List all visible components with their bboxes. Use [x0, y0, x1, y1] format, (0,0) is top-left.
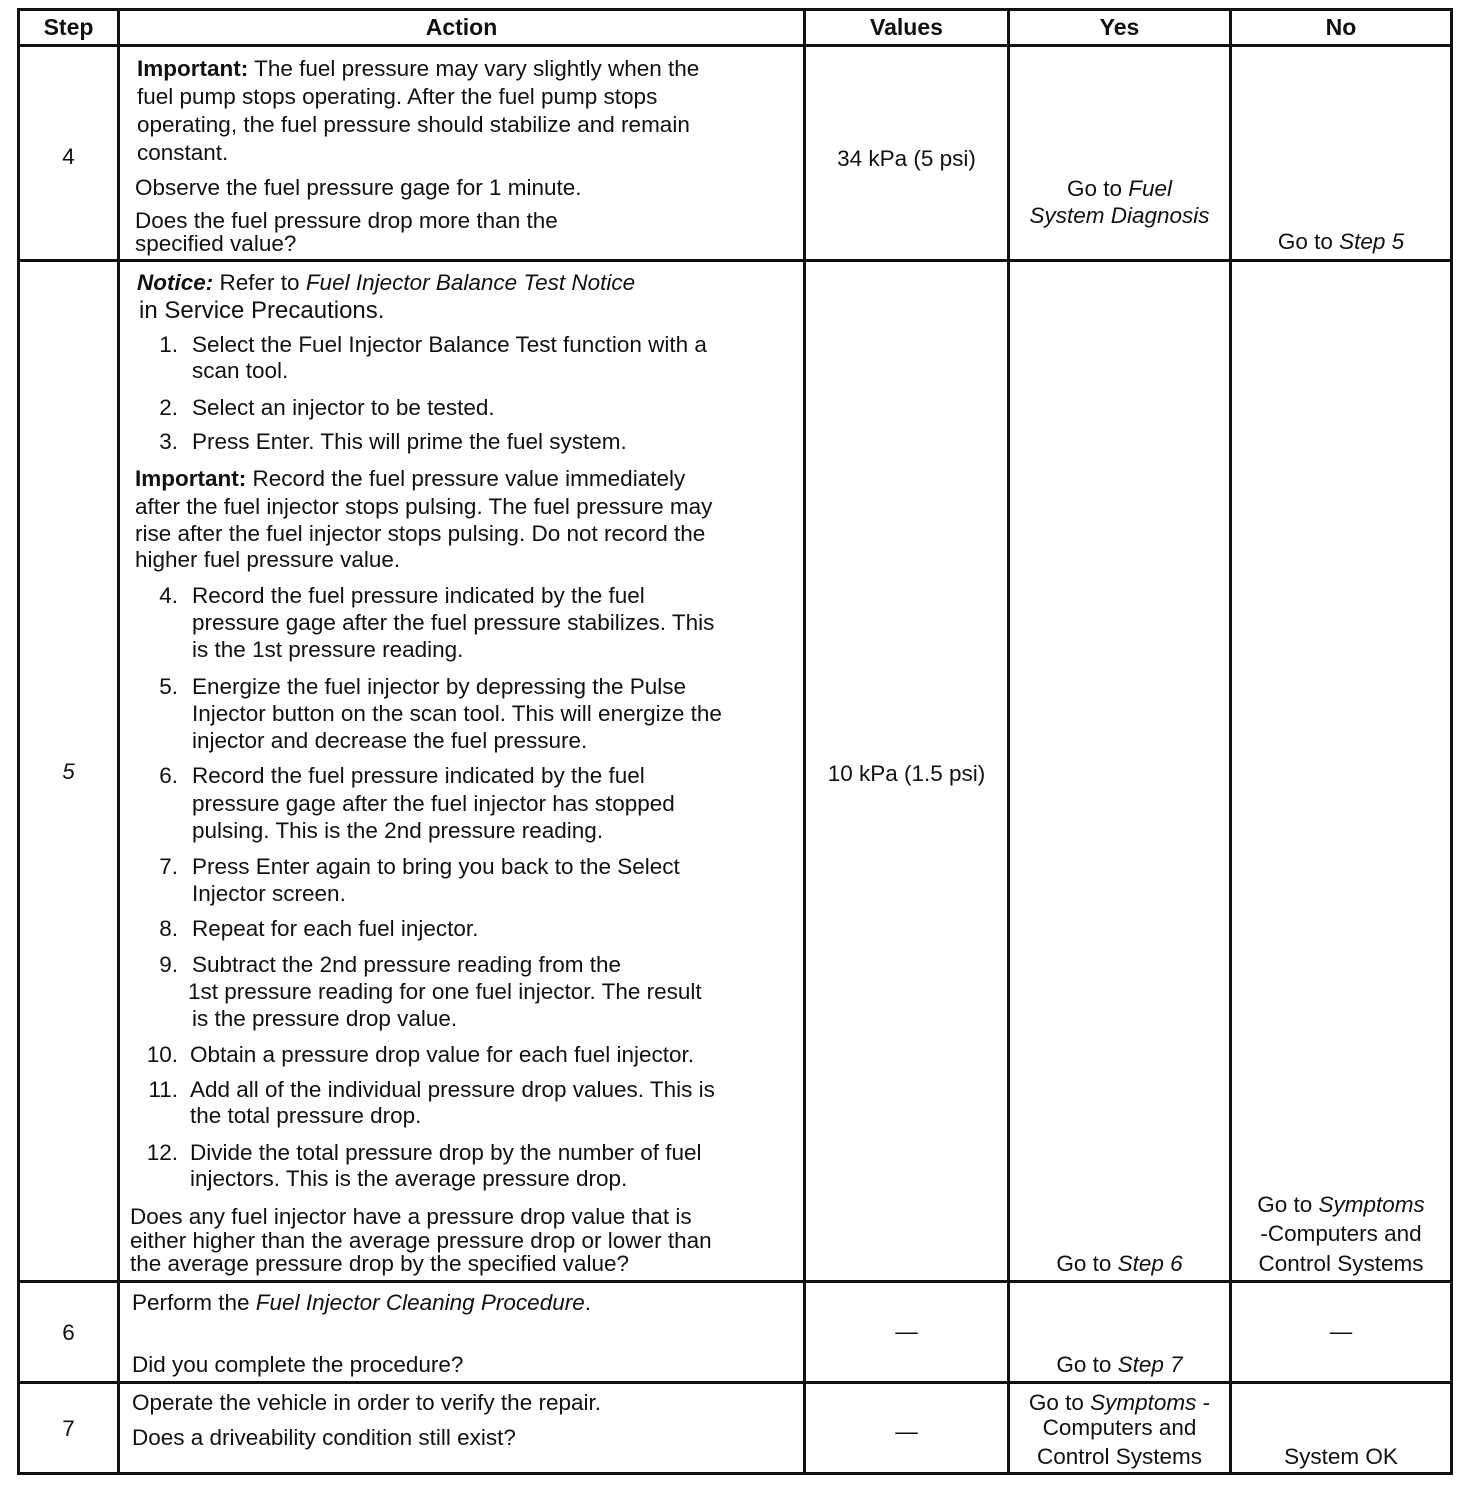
action-question-line: Does any fuel injector have a pressure drop value that is — [130, 1204, 692, 1229]
symptoms-link[interactable]: Symptoms — [1090, 1390, 1197, 1415]
yes-cell: Go to Step 6 — [1056, 1251, 1183, 1276]
action-text-line: rise after the fuel injector stops pulsing. Do not record the — [135, 521, 706, 546]
list-item-text: is the pressure drop value. — [192, 1006, 458, 1031]
rule-row5-bottom — [17, 1280, 1453, 1283]
list-item-text: Repeat for each fuel injector. — [192, 916, 479, 941]
step-number: 6 — [62, 1320, 75, 1345]
header-no: No — [1325, 14, 1357, 40]
no-cell-line: Go to Symptoms — [1257, 1192, 1425, 1217]
rule-bottom — [17, 1472, 1453, 1475]
list-number: 2. — [159, 395, 178, 420]
action-important-line: Important: Record the fuel pressure value immediately — [135, 466, 686, 491]
rule-header-bottom — [17, 44, 1453, 47]
yes-cell-line: Go to Fuel — [1066, 176, 1173, 201]
rule-step-action — [117, 8, 120, 1475]
action-question-line: Did you complete the procedure? — [132, 1352, 464, 1377]
no-cell: — — [1329, 1319, 1353, 1344]
action-text-line: operating, the fuel pressure should stabilize and remain — [137, 112, 690, 137]
notice-line: Notice: Refer to Fuel Injector Balance Test Notice — [137, 270, 636, 295]
no-cell: Go to Step 5 — [1277, 229, 1405, 254]
action-question-line: specified value? — [135, 231, 297, 256]
step-7-link[interactable]: Step 7 — [1117, 1352, 1183, 1377]
list-item-text: Record the fuel pressure indicated by the fuel — [192, 583, 645, 608]
list-number: 8. — [159, 916, 178, 941]
rule-row6-bottom — [17, 1381, 1453, 1384]
list-item-text: the total pressure drop. — [190, 1103, 422, 1128]
header-step: Step — [43, 14, 94, 40]
notice-label: Notice: — [137, 270, 214, 295]
action-question-line: Does a driveability condition still exist? — [132, 1425, 516, 1450]
step-number: 5 — [62, 759, 75, 784]
important-label: Important: — [137, 56, 249, 81]
value-cell: 10 kPa (1.5 psi) — [827, 761, 986, 786]
list-number: 12. — [146, 1140, 178, 1165]
rule-row4-bottom — [17, 259, 1453, 262]
value-cell: 34 kPa (5 psi) — [837, 146, 976, 171]
list-item-text: Injector button on the scan tool. This will energize the — [192, 701, 722, 726]
fuel-system-diagnosis-link[interactable]: Fuel — [1128, 176, 1173, 201]
list-item-text: Divide the total pressure drop by the number of fuel — [190, 1140, 702, 1165]
list-item-text: Subtract the 2nd pressure reading from the — [192, 952, 621, 977]
list-item-text: Add all of the individual pressure drop values. This is — [190, 1077, 715, 1102]
action-important-line: Important: The fuel pressure may vary slightly when the — [137, 56, 700, 81]
notice-line-2: in Service Precautions. — [139, 297, 385, 324]
action-text-line: fuel pump stops operating. After the fuel pump stops — [137, 84, 658, 109]
yes-cell-line: Computers and — [1042, 1415, 1197, 1440]
important-label: Important: — [135, 466, 247, 491]
list-number: 9. — [159, 952, 178, 977]
list-number: 7. — [159, 854, 178, 879]
list-item-text: Select the Fuel Injector Balance Test function with a — [192, 332, 707, 357]
step-6-link[interactable]: Step 6 — [1117, 1251, 1183, 1276]
action-text-line: Operate the vehicle in order to verify the repair. — [132, 1390, 601, 1415]
no-cell: System OK — [1284, 1444, 1398, 1469]
yes-cell-line: Go to Symptoms - — [1028, 1390, 1211, 1415]
value-cell: — — [895, 1319, 918, 1344]
step-number: 4 — [62, 144, 75, 169]
list-item-text: is the 1st pressure reading. — [192, 637, 464, 662]
list-number: 11. — [148, 1077, 178, 1102]
list-item-text: scan tool. — [192, 358, 289, 383]
action-question-line: Does the fuel pressure drop more than the — [135, 208, 558, 233]
list-item-text: Press Enter. This will prime the fuel system. — [192, 429, 627, 454]
list-item-text: pressure gage after the fuel pressure stabilizes. This — [192, 610, 715, 635]
no-cell-line: Control Systems — [1258, 1251, 1424, 1276]
step-5-link[interactable]: Step 5 — [1339, 229, 1405, 254]
list-item-text: Obtain a pressure drop value for each fuel injector. — [190, 1042, 695, 1067]
list-item-text: 1st pressure reading for one fuel injector. The result — [188, 979, 702, 1004]
list-item-text: injector and decrease the fuel pressure. — [192, 728, 588, 753]
rule-right — [1450, 8, 1453, 1475]
symptoms-link[interactable]: Symptoms — [1318, 1192, 1425, 1217]
no-cell-line: -Computers and — [1260, 1221, 1422, 1246]
action-question-line: either higher than the average pressure drop or lower than — [130, 1228, 712, 1253]
list-number: 10. — [146, 1042, 178, 1067]
list-number: 1. — [159, 332, 178, 357]
list-item-text: Select an injector to be tested. — [192, 395, 495, 420]
rule-left — [17, 8, 20, 1475]
list-item-text: pressure gage after the fuel injector has stopped — [192, 791, 675, 816]
value-cell: — — [895, 1419, 918, 1444]
fuel-system-diagnosis-link[interactable]: System Diagnosis — [1029, 203, 1210, 228]
header-yes: Yes — [1099, 14, 1140, 40]
action-text-line: Observe the fuel pressure gage for 1 minute. — [135, 175, 582, 200]
action-text-line: after the fuel injector stops pulsing. The fuel pressure may — [135, 494, 713, 519]
rule-action-values — [803, 8, 806, 1475]
list-item-text: Energize the fuel injector by depressing the Pulse — [192, 674, 687, 699]
yes-cell-line: Control Systems — [1036, 1444, 1203, 1469]
list-number: 4. — [159, 583, 178, 608]
header-action: Action — [425, 14, 498, 40]
list-item-text: injectors. This is the average pressure drop. — [190, 1166, 628, 1191]
list-item-text: Press Enter again to bring you back to the Select — [192, 854, 680, 879]
step-number: 7 — [62, 1416, 75, 1441]
notice-link[interactable]: Fuel Injector Balance Test Notice — [305, 270, 636, 295]
cleaning-procedure-link[interactable]: Fuel Injector Cleaning Procedure — [255, 1290, 585, 1315]
header-values: Values — [870, 14, 943, 40]
action-text-line: constant. — [137, 140, 229, 165]
yes-cell: Go to Step 7 — [1056, 1352, 1183, 1377]
rule-top — [17, 8, 1453, 11]
list-number: 6. — [159, 763, 178, 788]
list-item-text: Injector screen. — [192, 881, 346, 906]
list-number: 3. — [159, 429, 178, 454]
list-item-text: pulsing. This is the 2nd pressure reading. — [192, 818, 604, 843]
list-number: 5. — [159, 674, 178, 699]
action-question-line: the average pressure drop by the specified value? — [130, 1251, 630, 1276]
action-text-line: Perform the Fuel Injector Cleaning Procedure. — [132, 1290, 591, 1315]
list-item-text: Record the fuel pressure indicated by the fuel — [192, 763, 645, 788]
action-text-line: higher fuel pressure value. — [135, 547, 401, 572]
